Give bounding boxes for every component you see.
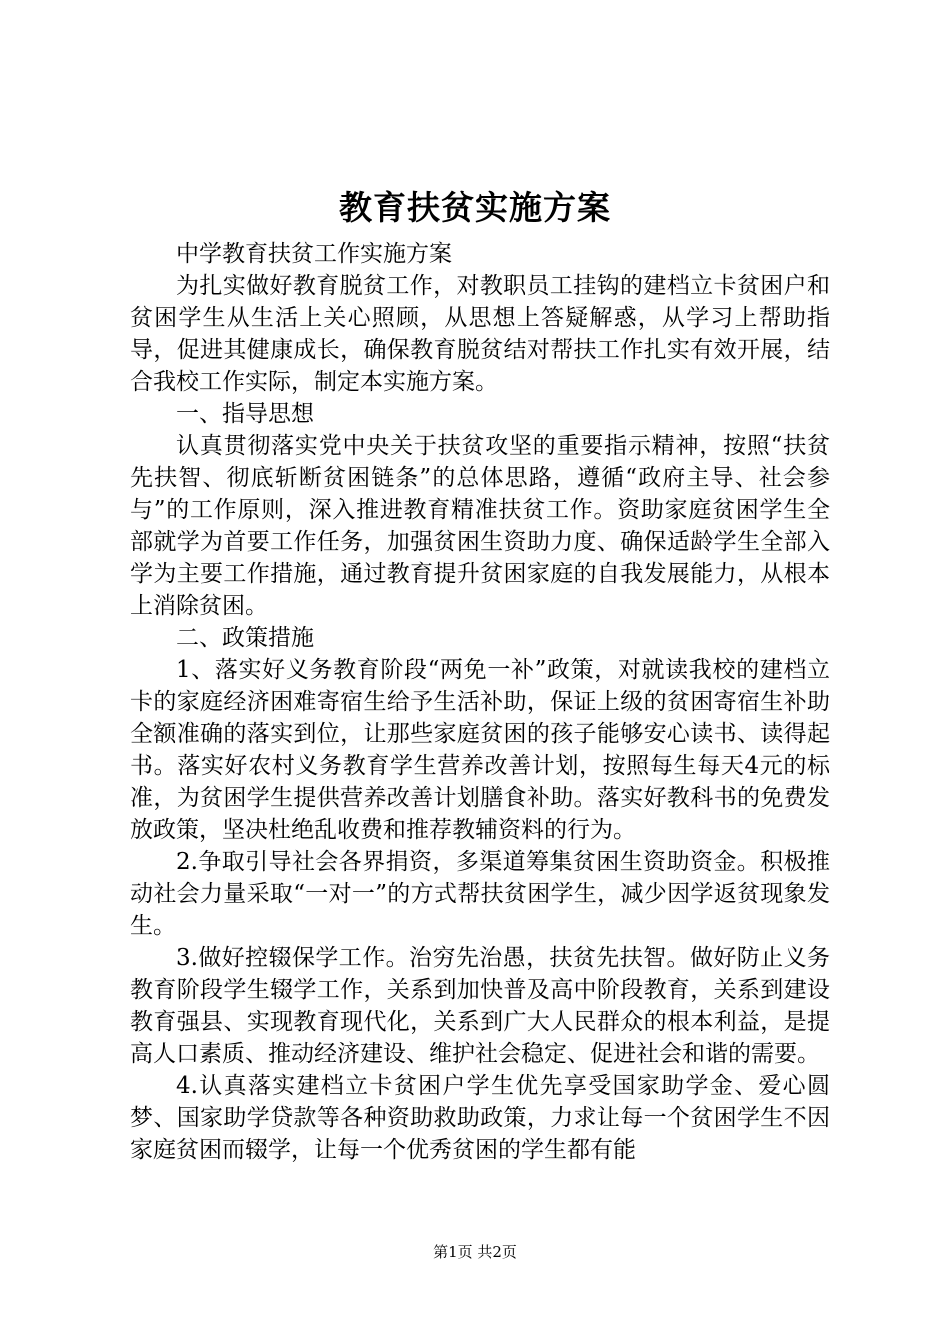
subtitle-paragraph: 中学教育扶贫工作实施方案	[176, 241, 452, 267]
document-body	[130, 238, 830, 1166]
intro-paragraph: 为扎实做好教育脱贫工作，对教职员工挂钩的建档立卡贫困户和贫困学生从生活上关心照顾，从思想上答疑解惑，从学习上帮助指导，促进其健康成长，确保教育脱贫结对帮扶工作扎实有效开展，结合我校工作实际，制定本实施方案。	[130, 273, 830, 395]
guiding-thought-paragraph: 认真贯彻落实党中央关于扶贫攻坚的重要指示精神，按照“扶贫先扶智、彻底斩断贫困链条”的总体思路，遵循“政府主导、社会参与”的工作原则，深入推进教育精准扶贫工作。资助家庭贫困学生全部就学为首要工作任务，加强贫困生资助力度、确保适龄学生全部入学为主要工作措施，通过教育提升贫困家庭的自我发展能力，从根本上消除贫困。	[130, 433, 830, 619]
page-number-footer: 第1页 共2页	[433, 1243, 517, 1261]
policy-item-3: 3.做好控辍保学工作。治穷先治愚，扶贫先扶智。做好防止义务教育阶段学生辍学工作，关系到加快普及高中阶段教育，关系到建设教育强县、实现教育现代化，关系到广大人民群众的根本利益，是提高人口素质、推动经济建设、维护社会稳定、促进社会和谐的需要。	[130, 945, 830, 1067]
policy-item-4: 4.认真落实建档立卡贫困户学生优先享受国家助学金、爱心圆梦、国家助学贷款等各种资助救助政策，力求让每一个贫困学生不因家庭贫困而辍学，让每一个优秀贫困的学生都有能	[130, 1073, 830, 1163]
section-heading-policy-measures: 二、政策措施	[176, 625, 314, 651]
section-heading-guiding-thought: 一、指导思想	[176, 401, 314, 427]
document-title: 教育扶贫实施方案	[339, 188, 611, 227]
policy-item-1: 1、落实好义务教育阶段“两免一补”政策，对就读我校的建档立卡的家庭经济困难寄宿生给予生活补助，保证上级的贫困寄宿生补助全额准确的落实到位，让那些家庭贫困的孩子能够安心读书、读得起书。落实好农村义务教育学生营养改善计划，按照每生每天4元的标准，为贫困学生提供营养改善计划膳食补助。落实好教科书的免费发放政策，坚决杜绝乱收费和推荐教辅资料的行为。	[130, 657, 830, 843]
policy-item-2: 2.争取引导社会各界捐资，多渠道筹集贫困生资助资金。积极推动社会力量采取“一对一”的方式帮扶贫困学生，减少因学返贫现象发生。	[130, 849, 830, 939]
